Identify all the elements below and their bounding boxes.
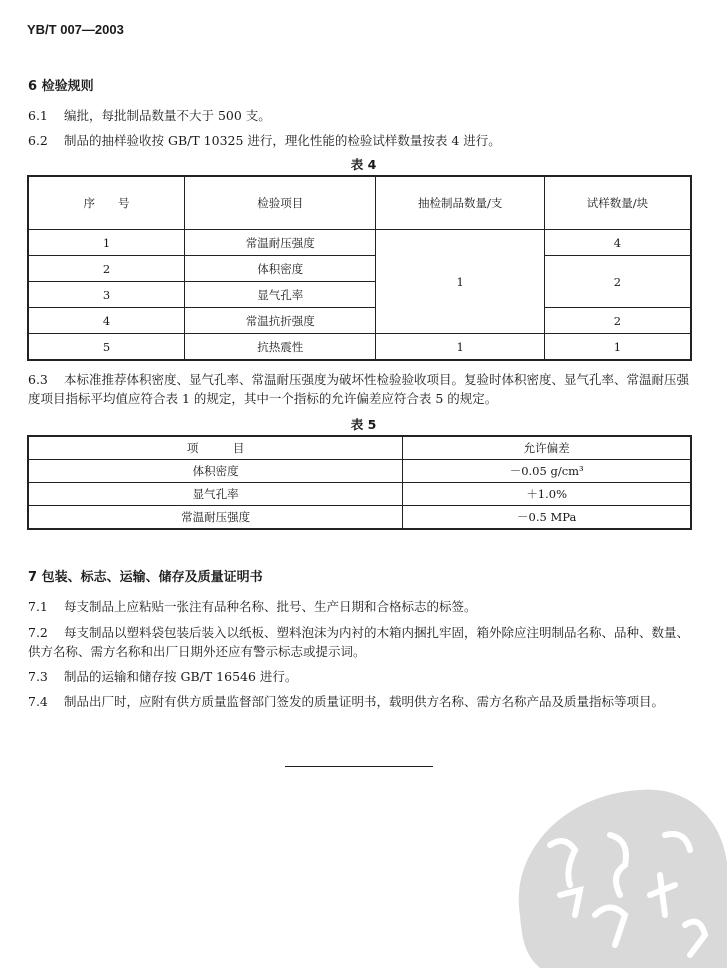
document-id: YB/T 007—2003 [27, 22, 124, 37]
clause-text: 编批，每批制品数量不大于 500 支。 [64, 108, 271, 123]
tolerance: －0.5 MPa [403, 506, 691, 530]
clause-number: 6.2 [28, 133, 48, 148]
test-item: 体积密度 [185, 256, 376, 282]
clause-number: 7.1 [28, 599, 48, 614]
test-item: 体积密度 [28, 460, 403, 483]
table-row [28, 230, 691, 256]
clause-7-1 [28, 597, 693, 616]
test-item: 显气孔率 [28, 483, 403, 506]
test-item: 常温耐压强度 [28, 506, 403, 530]
clause-6-2 [28, 131, 693, 150]
test-item: 显气孔率 [185, 282, 376, 308]
watermark-seal-icon [500, 775, 727, 968]
test-item: 抗热震性 [185, 334, 376, 361]
clause-7-3 [28, 667, 693, 686]
row-number: 2 [28, 256, 185, 282]
section-6-title: 6 检验规则 [28, 79, 94, 94]
table-row [28, 256, 691, 282]
test-item: 常温抗折强度 [185, 308, 376, 334]
specimen-count: 1 [544, 334, 691, 361]
clause-number: 6.3 [28, 372, 48, 387]
test-item: 常温耐压强度 [185, 230, 376, 256]
clause-text: 制品出厂时，应附有供方质量监督部门签发的质量证明书，载明供方名称、需方名称产品及质量指标等项目。 [64, 694, 665, 709]
header-cell: 检验项目 [185, 176, 376, 230]
specimen-count: 2 [544, 256, 691, 308]
clause-text: 制品的运输和储存按 GB/T 16546 进行。 [64, 669, 298, 684]
sample-quantity: 1 [376, 334, 544, 361]
clause-text: 每支制品上应粘贴一张注有品种名称、批号、生产日期和合格标志的标签。 [64, 599, 477, 614]
table-row [28, 334, 691, 361]
tolerance: －0.05 g/cm³ [403, 460, 691, 483]
clause-number: 6.1 [28, 108, 48, 123]
row-number: 5 [28, 334, 185, 361]
clause-number: 7.3 [28, 669, 48, 684]
header-cell: 项 目 [28, 436, 403, 460]
table-4-caption: 表 4 [350, 157, 377, 172]
sample-quantity: 1 [376, 230, 544, 334]
clause-text: 每支制品以塑料袋包装后装入以纸板、塑料泡沫为内衬的木箱内捆扎牢固，箱外除应注明制品名称、品种、数量、供方名称、需方名称和出厂日期外还应有警示标志或提示词。 [28, 625, 690, 659]
row-number: 1 [28, 230, 185, 256]
header-cell: 序 号 [28, 176, 185, 230]
table-5 [27, 435, 692, 530]
table-header-row [28, 176, 691, 230]
clause-number: 7.4 [28, 694, 48, 709]
specimen-count: 2 [544, 308, 691, 334]
table-4 [27, 175, 692, 361]
clause-text: 本标准推荐体积密度、显气孔率、常温耐压强度为破坏性检验验收项目。复验时体积密度、显气孔率、常温耐压强度项目指标平均值应符合表 1 的规定，其中一个指标的允许偏差应符合表 5 的规定。 [28, 372, 690, 406]
clause-number: 7.2 [28, 625, 48, 640]
header-cell: 抽检制品数量/支 [376, 176, 544, 230]
table-row [28, 308, 691, 334]
end-rule [285, 766, 433, 767]
row-number: 3 [28, 282, 185, 308]
clause-text: 制品的抽样验收按 GB/T 10325 进行，理化性能的检验试样数量按表 4 进行。 [64, 133, 501, 148]
clause-7-2 [28, 623, 693, 661]
clause-7-4 [28, 692, 693, 711]
table-row [28, 460, 691, 483]
clause-6-3 [28, 370, 693, 408]
tolerance: ＋1.0% [403, 483, 691, 506]
table-row [28, 483, 691, 506]
table-header-row [28, 436, 691, 460]
clause-6-1 [28, 106, 693, 125]
header-cell: 允许偏差 [403, 436, 691, 460]
table-row [28, 506, 691, 530]
row-number: 4 [28, 308, 185, 334]
table-5-caption: 表 5 [350, 417, 377, 432]
specimen-count: 4 [544, 230, 691, 256]
section-7-title: 7 包装、标志、运输、储存及质量证明书 [28, 570, 263, 585]
header-cell: 试样数量/块 [544, 176, 691, 230]
